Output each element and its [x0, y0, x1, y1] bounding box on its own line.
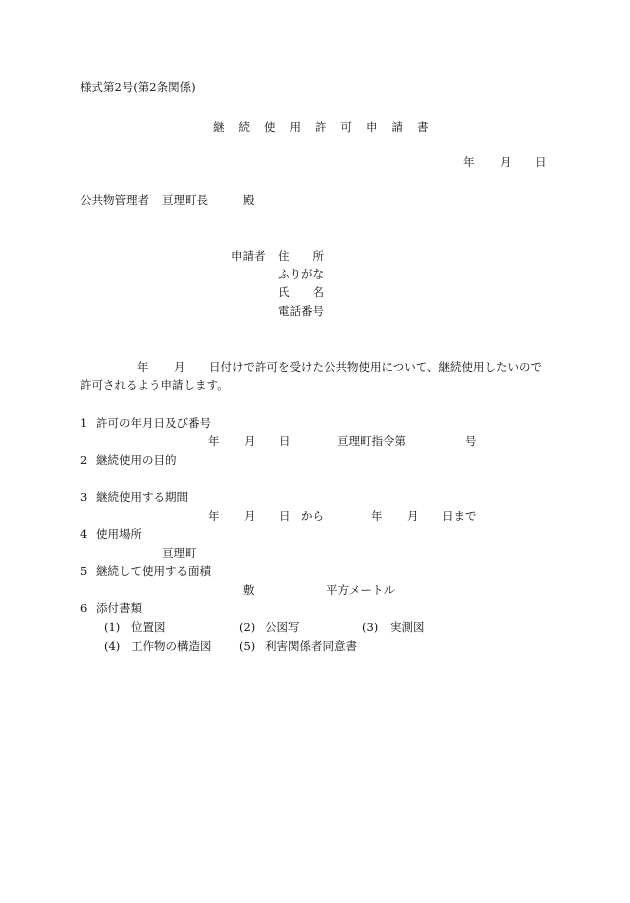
attachment-name: 工作物の構造図 [131, 639, 212, 653]
body-line2: 許可されるよう申請します。 [80, 378, 229, 392]
item-number: 2 [80, 453, 88, 467]
addressee-role: 公共物管理者 [80, 193, 149, 207]
body-month: 月 [174, 360, 186, 374]
attachment-name: 公図写 [265, 620, 300, 634]
permit-prefix: 亘理町指令第 [337, 434, 406, 448]
item-label: 使用場所 [96, 527, 142, 541]
item-label: 許可の年月日及び番号 [96, 416, 211, 430]
attachment-name: 利害関係者同意書 [265, 639, 357, 653]
permit-month: 月 [244, 434, 256, 448]
location-town: 亘理町 [162, 546, 197, 560]
addressee-name: 亘理町長 [162, 193, 208, 207]
period-from: から [301, 509, 324, 523]
item-label: 添付書類 [96, 601, 142, 615]
applicant-address-label: 住 所 [278, 249, 324, 263]
applicant-phone-label: 電話番号 [278, 304, 324, 318]
period-day-1: 日 [279, 509, 291, 523]
attachment-num: (1) [104, 620, 121, 634]
attachment-name: 位置図 [131, 620, 166, 634]
body-year: 年 [137, 360, 149, 374]
attachment-num: (3) [362, 620, 379, 634]
item-number: 6 [80, 601, 88, 615]
area-unit-2: 平方メートル [326, 583, 395, 597]
period-month-1: 月 [244, 509, 256, 523]
period-year-2: 年 [371, 509, 383, 523]
area-unit-1: 敷 [243, 583, 255, 597]
item-number: 3 [80, 490, 88, 504]
applicant-heading: 申請者 [231, 249, 266, 263]
period-until: 日まで [442, 509, 477, 523]
attachment-num: (5) [239, 639, 256, 653]
date-day: 日 [535, 155, 547, 169]
item-label: 継続使用する期間 [96, 490, 188, 504]
attachment-num: (4) [104, 639, 121, 653]
body-line1-rest: 日付けで許可を受けた公共物使用について、継続使用したいので [209, 360, 543, 374]
period-year-1: 年 [208, 509, 220, 523]
permit-year: 年 [208, 434, 220, 448]
item-number: 1 [80, 416, 88, 430]
date-month: 月 [500, 155, 512, 169]
date-year: 年 [463, 155, 475, 169]
applicant-name-label: 氏 名 [278, 285, 324, 299]
document-title: 継 続 使 用 許 可 申 請 書 [213, 120, 434, 134]
item-label: 継続使用の目的 [96, 453, 177, 467]
item-number: 5 [80, 564, 88, 578]
applicant-furigana-label: ふりがな [278, 267, 324, 281]
period-month-2: 月 [407, 509, 419, 523]
permit-suffix: 号 [465, 434, 477, 448]
item-label: 継続して使用する面積 [96, 564, 211, 578]
attachment-num: (2) [239, 620, 256, 634]
item-number: 4 [80, 527, 88, 541]
attachment-name: 実測図 [390, 620, 425, 634]
addressee-honorific: 殿 [243, 193, 255, 207]
form-number: 様式第2号(第2条関係) [80, 80, 196, 94]
permit-day: 日 [279, 434, 291, 448]
